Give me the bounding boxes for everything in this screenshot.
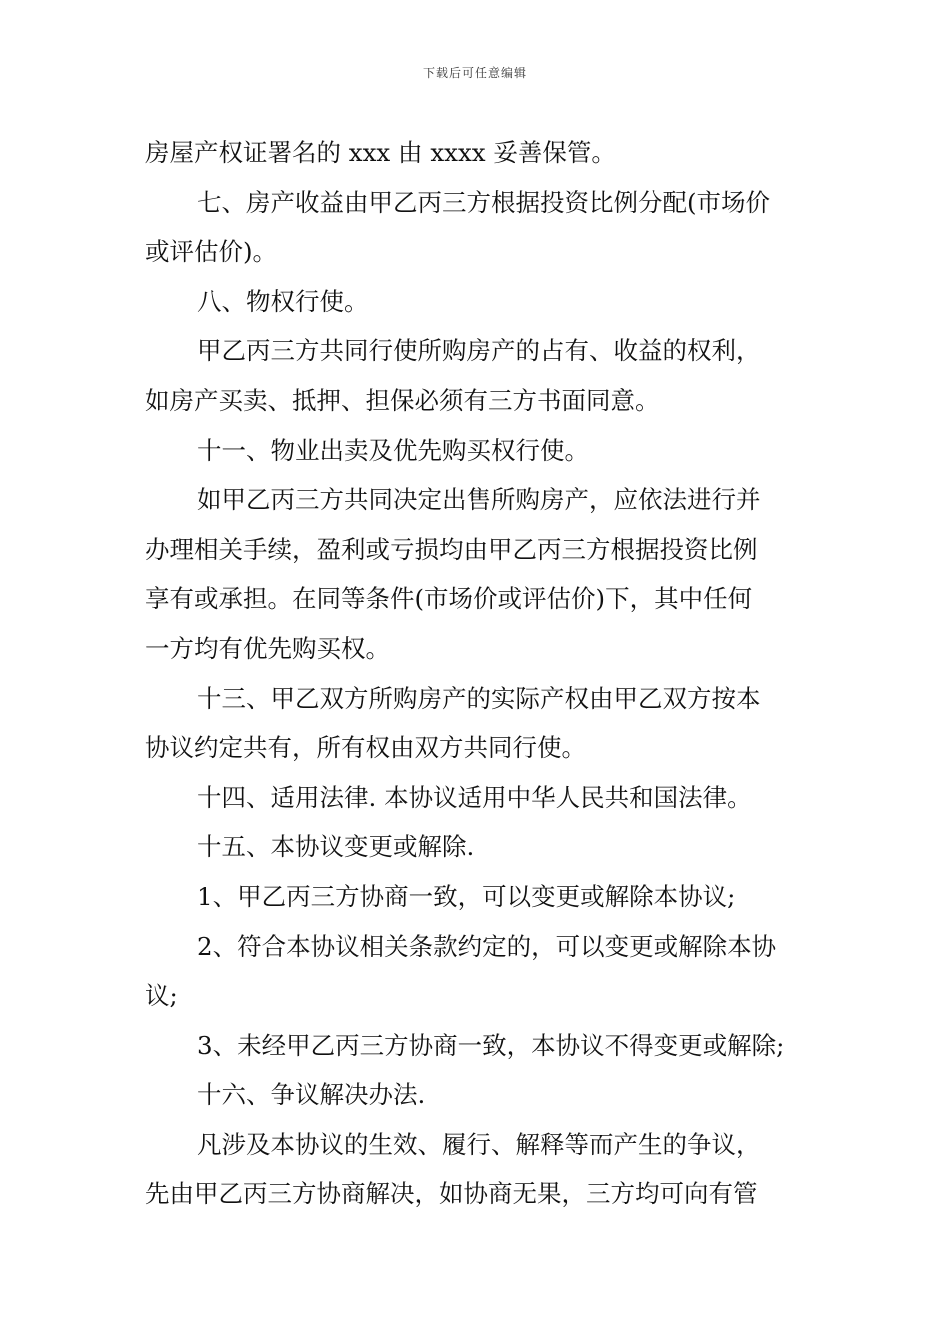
- text-line: 或评估价)。: [145, 237, 278, 267]
- text-line: 一方均有优先购买权。: [145, 633, 390, 663]
- text-line: 1、甲乙丙三方协商一致，可以变更或解除本协议;: [197, 881, 736, 911]
- text-line: 凡涉及本协议的生效、履行、解释等而产生的争议，: [197, 1129, 761, 1159]
- document-body: [145, 128, 810, 1219]
- text-line: 八、物权行使。: [197, 286, 369, 316]
- text-line: 如甲乙丙三方共同决定出售所购房产，应依法进行并: [197, 485, 761, 515]
- text-line: 十一、物业出卖及优先购买权行使。: [197, 435, 589, 465]
- text-line: 十五、本协议变更或解除.: [197, 832, 475, 862]
- text-line: 十四、适用法律. 本协议适用中华人民共和国法律。: [197, 782, 752, 812]
- text-line: 3、未经甲乙丙三方协商一致，本协议不得变更或解除;: [197, 1030, 785, 1060]
- text-line: 七、房产收益由甲乙丙三方根据投资比例分配(市场价: [197, 187, 771, 217]
- text-line: 议;: [145, 981, 178, 1011]
- text-line: 协议约定共有，所有权由双方共同行使。: [145, 733, 586, 763]
- text-line: 享有或承担。在同等条件(市场价或评估价)下，其中任何: [145, 584, 753, 614]
- text-line: 如房产买卖、抵押、担保必须有三方书面同意。: [145, 385, 660, 415]
- text-line: 十六、争议解决办法.: [197, 1080, 426, 1110]
- page-header: 下载后可任意编辑: [422, 66, 527, 80]
- text-line: 甲乙丙三方共同行使所购房产的占有、收益的权利，: [197, 336, 761, 366]
- text-line: 十三、甲乙双方所购房产的实际产权由甲乙双方按本: [197, 683, 761, 713]
- text-line: 办理相关手续，盈利或亏损均由甲乙丙三方根据投资比例: [145, 534, 758, 564]
- text-line: 房屋产权证署名的 xxx 由 xxxx 妥善保管。: [145, 138, 616, 167]
- text-line: 2、符合本协议相关条款约定的，可以变更或解除本协: [197, 931, 777, 961]
- text-line: 先由甲乙丙三方协商解决，如协商无果，三方均可向有管: [145, 1179, 758, 1209]
